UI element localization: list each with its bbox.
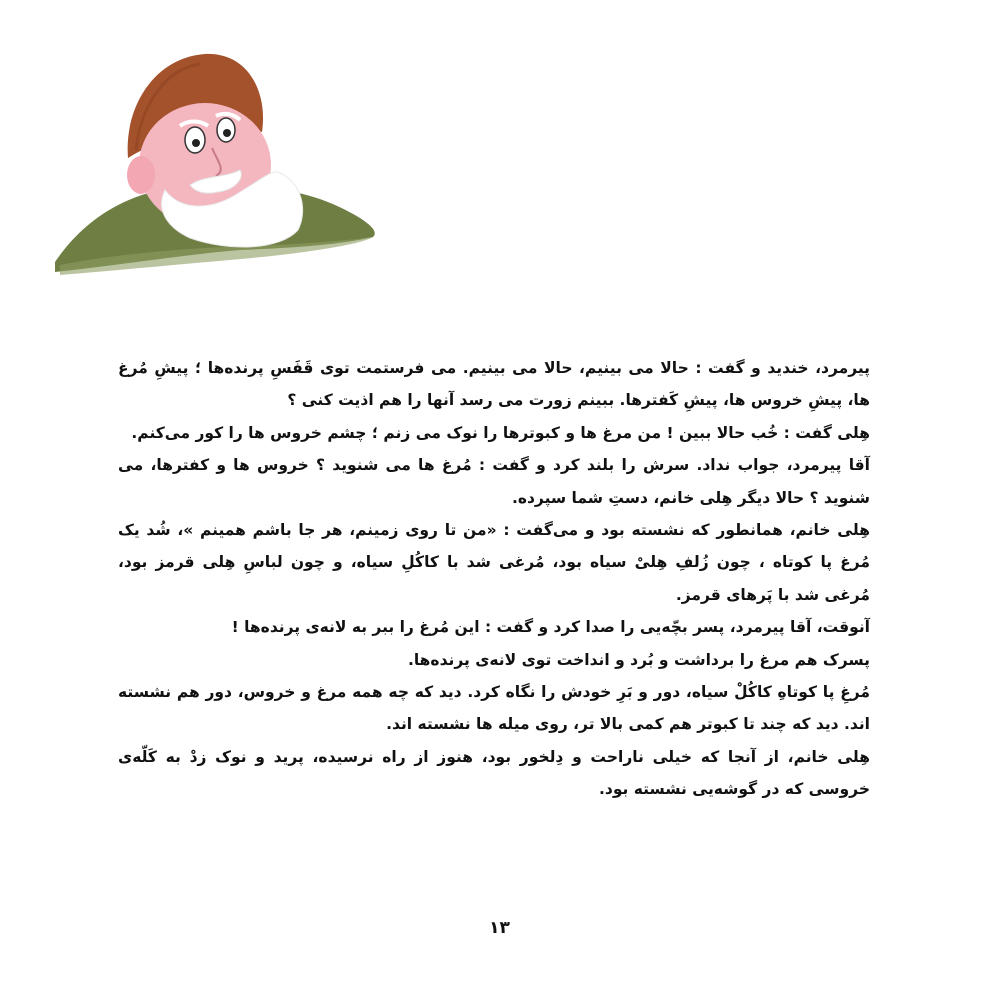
- story-text: [118, 352, 870, 806]
- paragraph: پسرک هم مرغ را برداشت و بُرد و انداخت توی لانه‌ی پرنده‌ها.: [407, 650, 870, 669]
- paragraph: پیرمرد، خندید و گفت : حالا می بینیم، حالا می بینیم. می فرستمت توی قَفَسِ پرنده‌ها ؛ پیشِ مُرغ ها، پیشِ خروس ها، پیشِ کَفترها. ببینم زورت می رسد آنها را هم اذیت کنی ؟: [118, 359, 870, 410]
- paragraph: آنوقت، آقا پیرمرد، پسر بچّه‌یی را صدا کرد و گفت : این مُرغ را ببر به لانه‌ی پرنده‌ها !: [231, 618, 870, 637]
- paragraph: آقا پیرمرد، جواب نداد. سرش را بلند کرد و گفت : مُرغ ها می شنوید ؟ خروس ها و کفترها، می شنوید ؟ حالا دیگر هِلی خانم، دستِ شما سپرده.: [118, 456, 870, 507]
- page-number: ۱۳: [489, 918, 510, 938]
- paragraph: مُرغِ پا کوتاهِ کاکُلْ سیاه، دور و بَرِ خودش را نگاه کرد. دید که چه همه مرغ و خروس، دور هم نشسته اند. دید که چند تا کبوتر هم کمی بالا تر، روی میله ها نشسته اند.: [118, 683, 870, 734]
- old-man-with-cap-illustration-icon: [40, 40, 390, 290]
- paragraph: هِلی گفت : خُب حالا ببین ! من مرغ ها و کبوترها را نوک می زنم ؛ چشم خروس ها را کور می‌کنم.: [131, 423, 870, 442]
- old-man-illustration: [40, 40, 390, 290]
- paragraph: هِلی خانم، همانطور که نشسته بود و می‌گفت : «من تا روی زمینم، هر جا باشم همینم »، شُد یک مُرغ پا کوتاه ، چون زُلفِ هِلیْ سیاه بود، مُرغی شد با کاکُلِ سیاه، و چون لباسِ هِلی قرمز بود، مُرغی شد با پَرهای قرمز.: [118, 521, 870, 604]
- paragraph: هِلی خانم، از آنجا که خیلی ناراحت و دِلخور بود، هنوز از راه نرسیده، پرید و نوک زدْ به کَلّه‌ی خروسی که در گوشه‌یی نشسته بود.: [118, 747, 870, 799]
